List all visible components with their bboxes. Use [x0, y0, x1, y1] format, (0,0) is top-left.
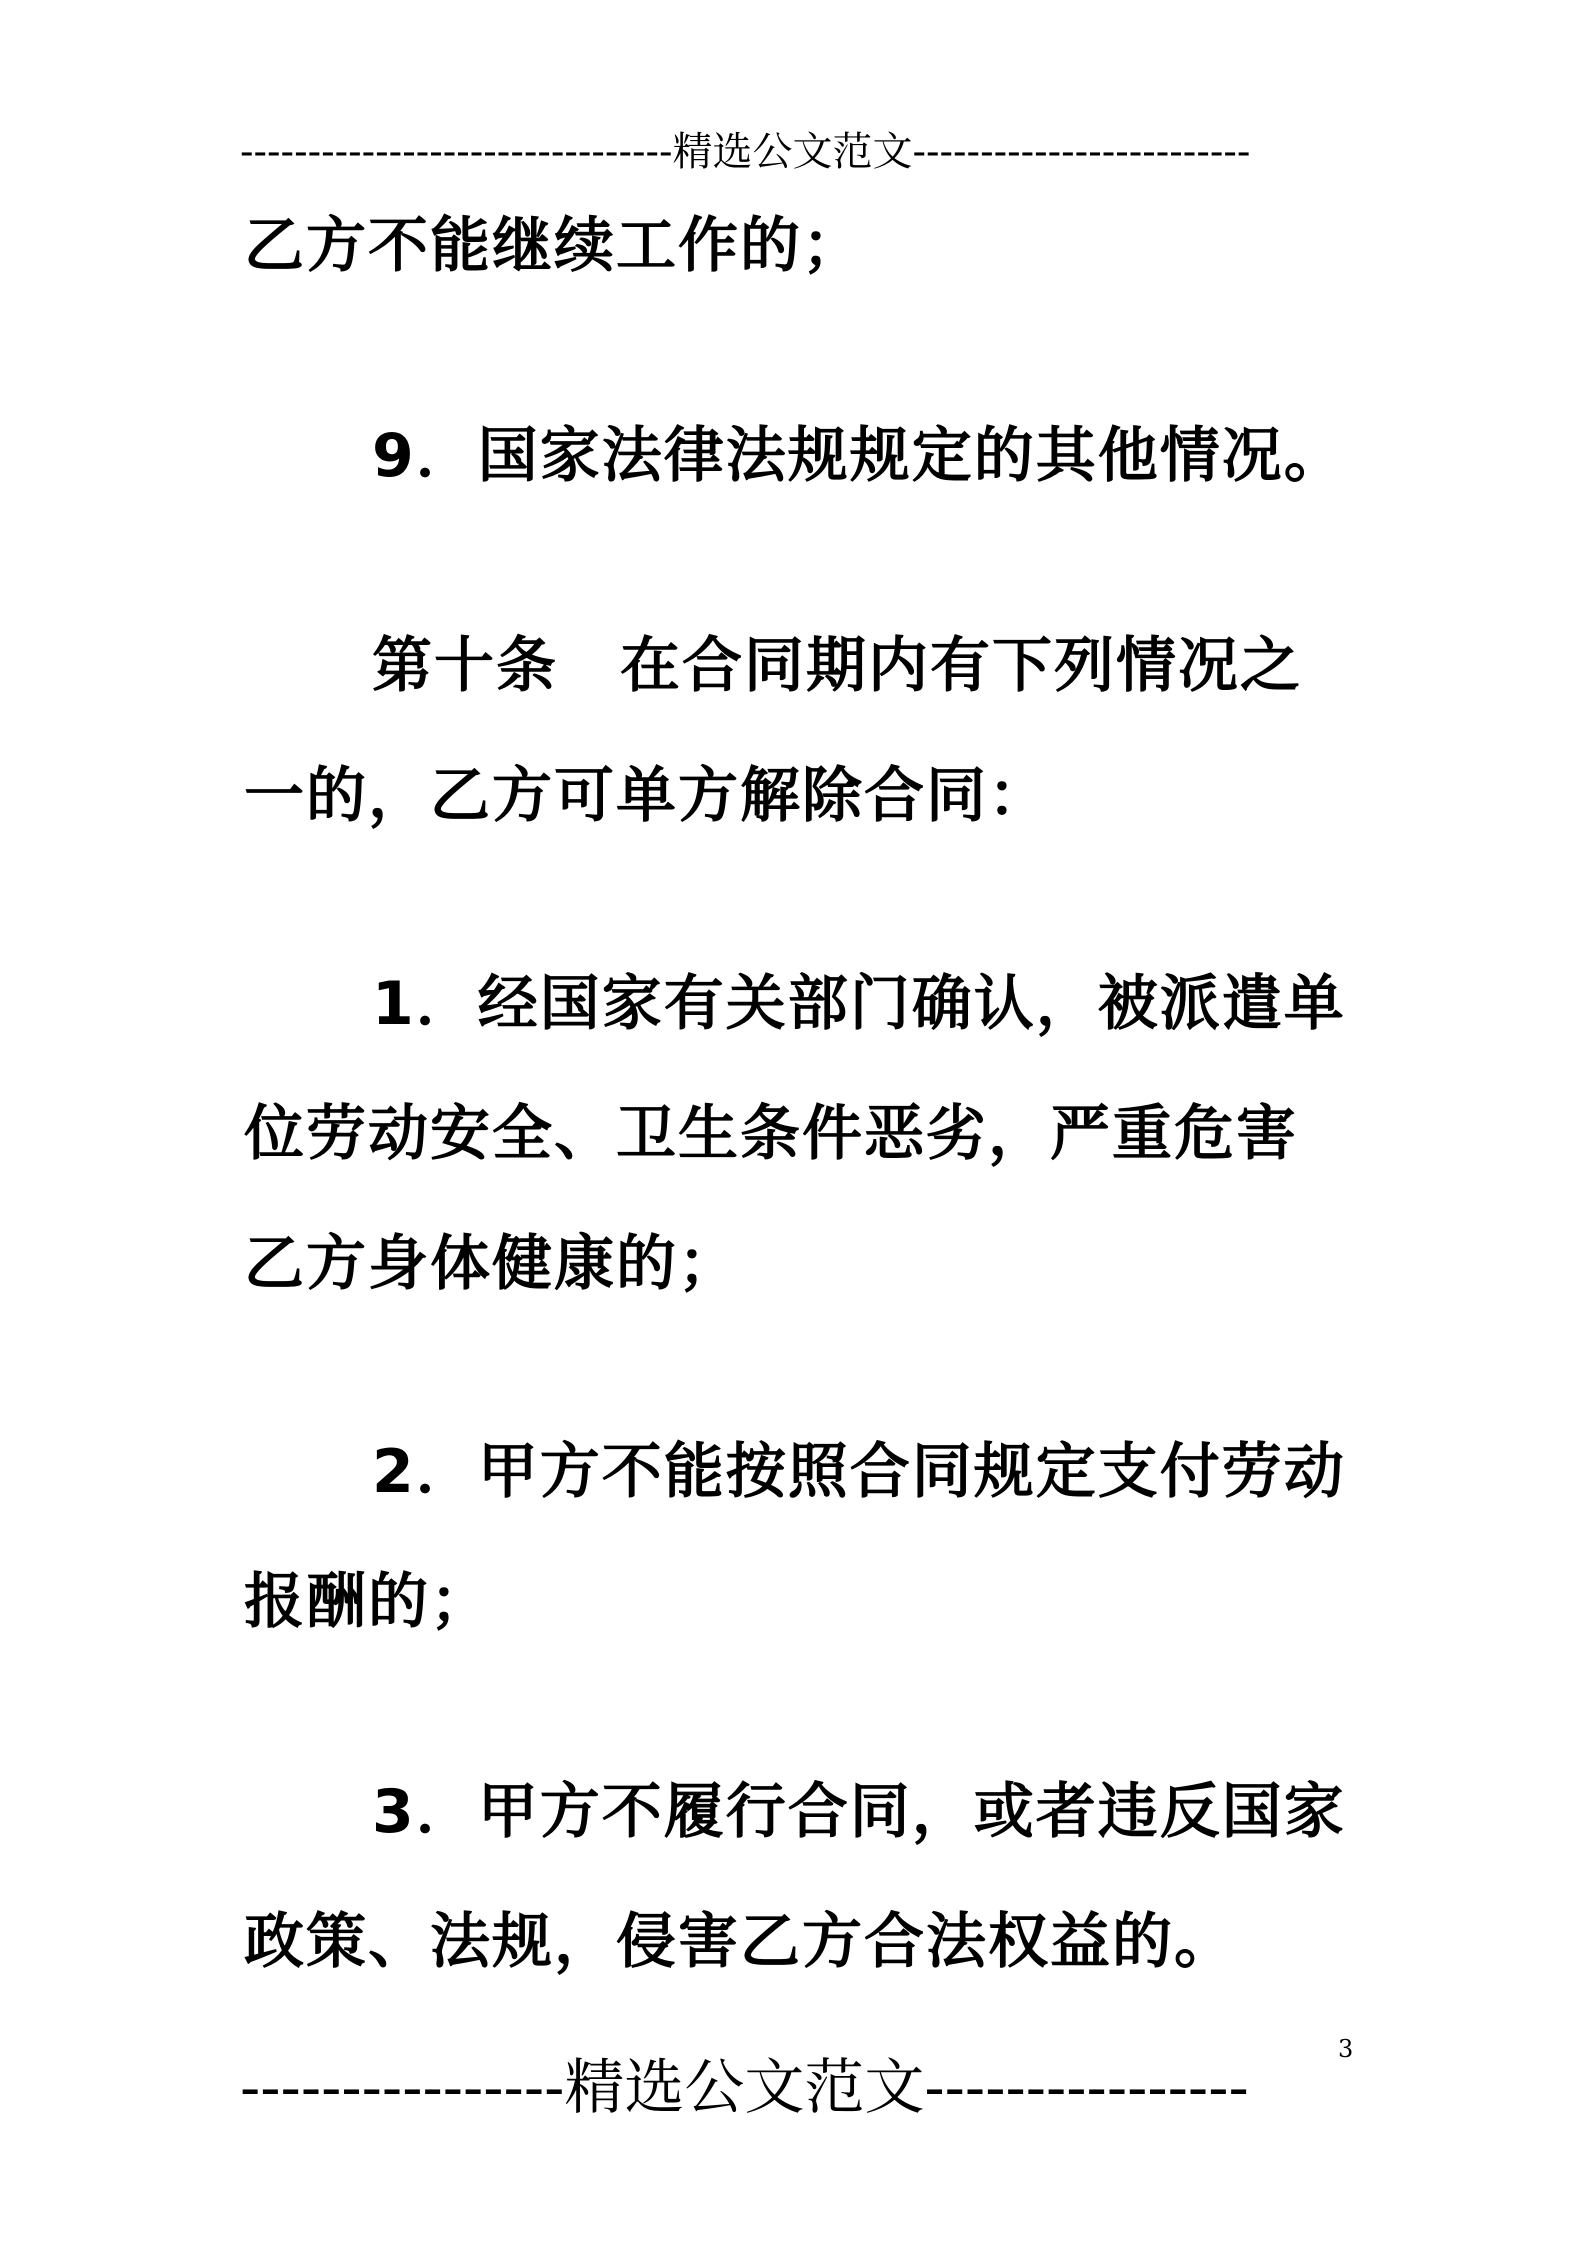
article-heading: 第十条 在合同期内有下列情况之: [372, 631, 1302, 701]
page-number: 3: [1338, 2035, 1354, 2063]
body-line: 政策、法规，侵害乙方合法权益的。: [244, 1907, 1236, 1977]
body-line: 乙方身体健康的；: [244, 1229, 740, 1299]
clause-item: 2．甲方不能按照合同规定支付劳动: [372, 1437, 1346, 1507]
clause-item: 3．甲方不履行合同，或者违反国家: [372, 1777, 1346, 1847]
footer-rule: ----------------精选公文范文----------------: [240, 2053, 1249, 2123]
clause-item: 1．经国家有关部门确认，被派遣单: [372, 969, 1346, 1039]
clause-item: 9．国家法律法规规定的其他情况。: [372, 421, 1346, 491]
header-rule: --------------------------------精选公文范文-------------------------: [240, 129, 1251, 175]
body-line: 位劳动安全、卫生条件恶劣，严重危害: [244, 1099, 1298, 1169]
body-line: 一的，乙方可单方解除合同：: [244, 761, 1050, 831]
body-line: 报酬的；: [244, 1567, 492, 1637]
body-line: 乙方不能继续工作的；: [244, 211, 864, 281]
